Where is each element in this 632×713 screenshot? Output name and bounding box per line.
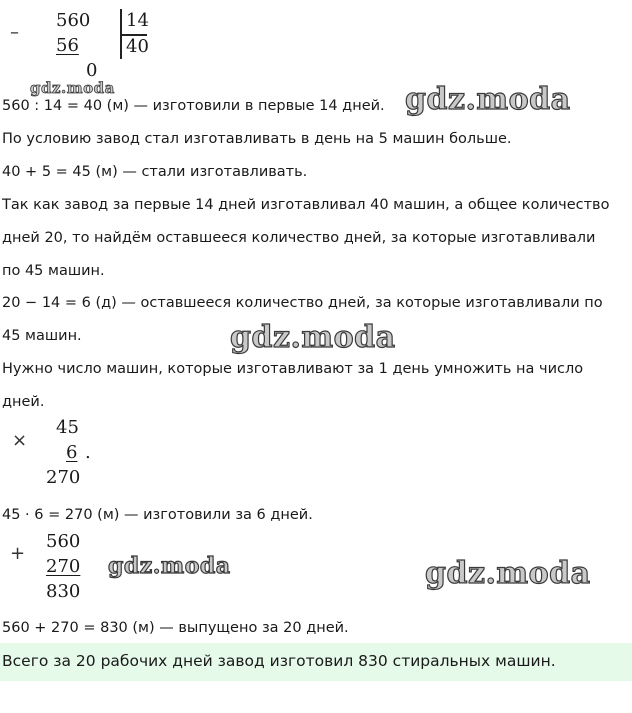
text-line: 560 : 14 = 40 (м) — изготовили в первые 14 дней. bbox=[2, 98, 385, 114]
addend-2: 270 bbox=[46, 556, 81, 577]
text-line: 40 + 5 = 45 (м) — стали изготавливать. bbox=[2, 164, 308, 180]
multiplier: 6 bbox=[66, 442, 78, 463]
multiplicand: 45 bbox=[56, 417, 79, 438]
dividend: 560 bbox=[56, 10, 91, 31]
answer-text: Всего за 20 рабочих дней завод изготовил 830 стиральных машин. bbox=[2, 652, 556, 670]
text-line: 45 · 6 = 270 (м) — изготовили за 6 дней. bbox=[2, 507, 313, 523]
sum: 830 bbox=[46, 581, 81, 602]
quotient: 40 bbox=[126, 36, 149, 57]
watermark: gdz.moda bbox=[425, 556, 591, 591]
times-sign: × bbox=[12, 430, 28, 451]
plus-sign: + bbox=[10, 543, 26, 564]
text-line: 20 − 14 = 6 (д) — оставшееся количество дней, за которые изготавливали по bbox=[2, 295, 603, 311]
text-line: 560 + 270 = 830 (м) — выпущено за 20 дней. bbox=[2, 620, 349, 636]
addend-1: 560 bbox=[46, 531, 81, 552]
subtrahend: 56 bbox=[56, 35, 79, 56]
text-line: 45 машин. bbox=[2, 328, 82, 344]
watermark: gdz.moda bbox=[405, 82, 571, 117]
product-dot: . bbox=[85, 442, 91, 463]
watermark: gdz.moda bbox=[30, 79, 115, 97]
answer-box bbox=[0, 643, 632, 681]
text-line: Так как завод за первые 14 дней изготавливал 40 машин, а общее количество bbox=[2, 197, 610, 213]
watermark: gdz.moda bbox=[230, 320, 396, 355]
watermark: gdz.moda bbox=[108, 553, 231, 579]
divisor: 14 bbox=[126, 10, 149, 31]
product: 270 bbox=[46, 467, 81, 488]
minus-sign: – bbox=[10, 22, 19, 43]
text-line: Нужно число машин, которые изготавливают за 1 день умножить на число bbox=[2, 361, 584, 377]
text-line: По условию завод стал изготавливать в день на 5 машин больше. bbox=[2, 131, 512, 147]
text-line: по 45 машин. bbox=[2, 263, 105, 279]
text-line: дней 20, то найдём оставшееся количество дней, за которые изготавливали bbox=[2, 230, 596, 246]
text-line: дней. bbox=[2, 394, 45, 410]
remainder: 0 bbox=[86, 60, 98, 81]
